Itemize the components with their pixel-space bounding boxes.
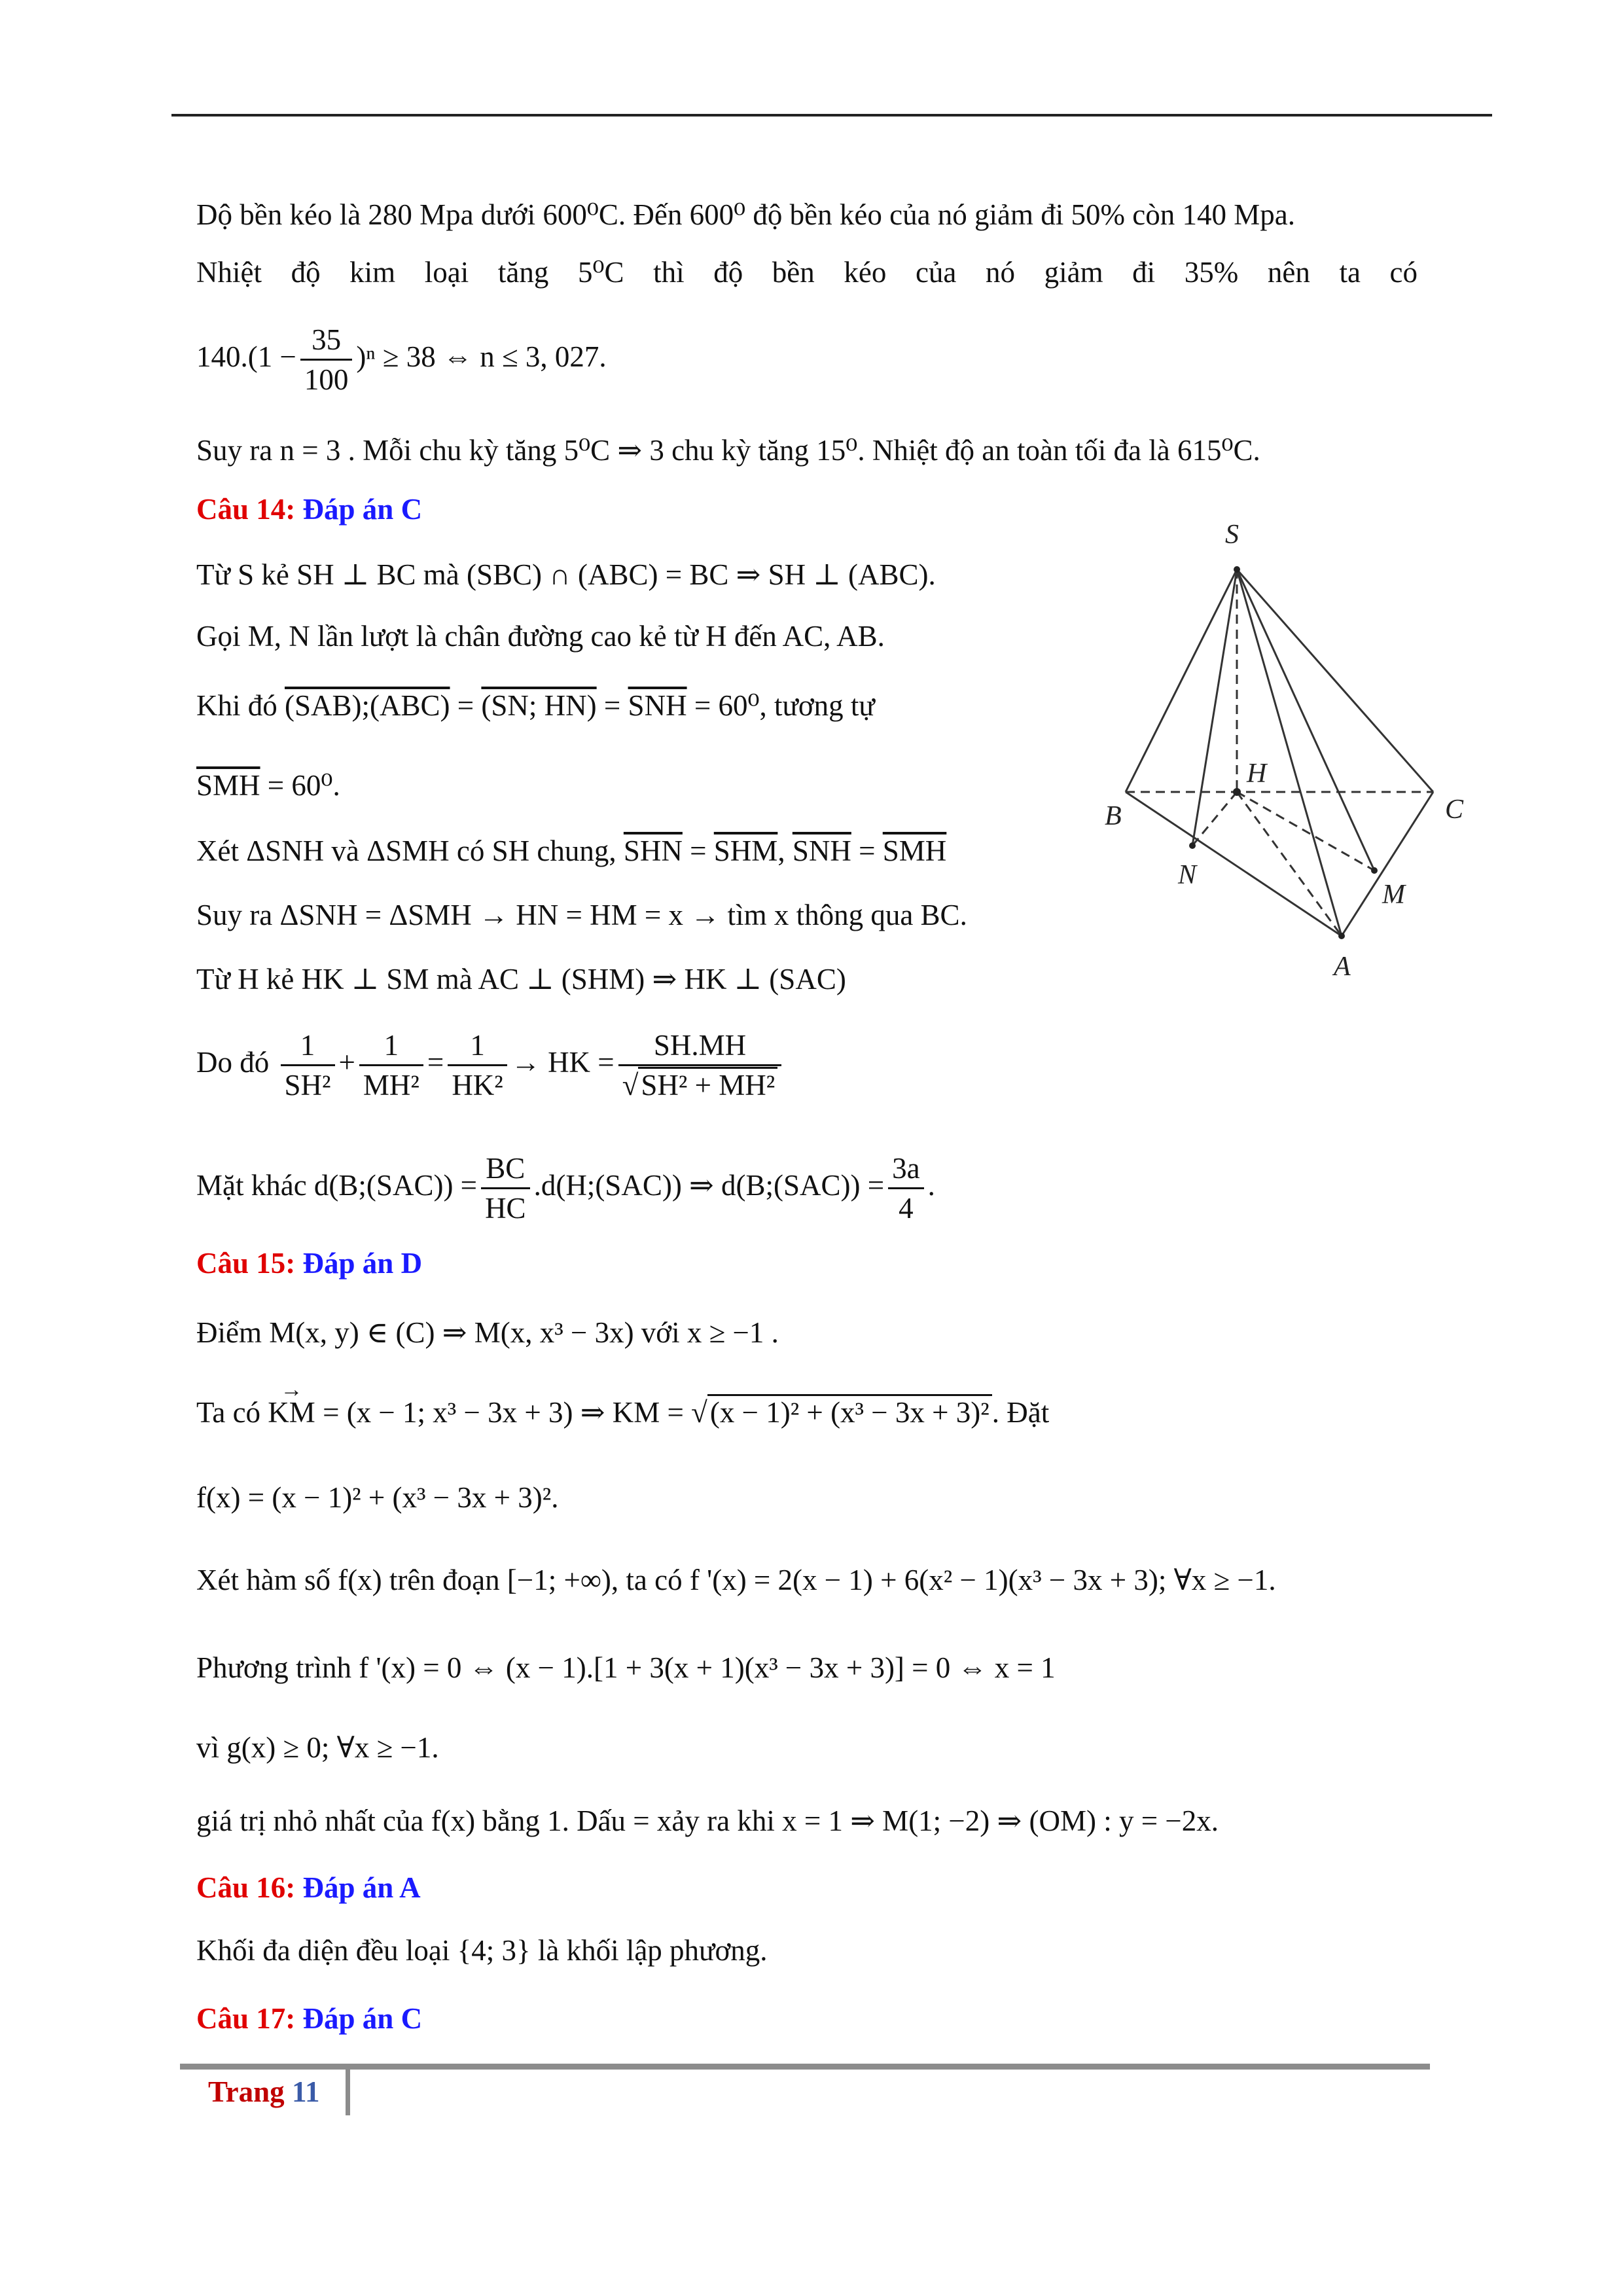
angle-equation bbox=[196, 686, 875, 725]
fraction-numerator: 35 bbox=[300, 321, 353, 361]
fraction-denominator: HK² bbox=[452, 1069, 503, 1102]
text-line: Khối đa diện đều loại {4; 3} là khối lập phương. bbox=[196, 1934, 768, 1967]
angle-notation: (SN; HN) bbox=[481, 689, 597, 722]
edge-ca bbox=[1342, 792, 1433, 936]
text-line: Từ S kẻ SH ⊥ BC mà (SBC) ∩ (ABC) = BC ⇒ SH ⊥ (ABC). bbox=[196, 558, 936, 591]
formula-line bbox=[196, 1393, 1049, 1432]
fraction-numerator: SH.MH bbox=[618, 1026, 782, 1066]
fraction-numerator: 3a bbox=[888, 1149, 923, 1189]
question-number: Câu 16: bbox=[196, 1871, 296, 1904]
pyramid-diagram bbox=[1086, 517, 1479, 1001]
footer-divider bbox=[346, 2067, 350, 2115]
label-s: S bbox=[1225, 520, 1239, 550]
math-suffix: )ⁿ ≥ 38 ⇔ n ≤ 3, 027. bbox=[356, 340, 607, 373]
text-line: Suy ra n = 3 . Mỗi chu kỳ tăng 5⁰C ⇒ 3 chu kỳ tăng 15⁰. Nhiệt độ an toàn tối đa là 615⁰C. bbox=[196, 434, 1260, 467]
angle-notation: $\overline{SHM}$ bbox=[713, 834, 778, 867]
fraction bbox=[281, 1026, 335, 1104]
angle-equation bbox=[196, 766, 340, 805]
text-line: Nhiệt độ kim loại tăng 5⁰C thì độ bền kéo của nó giảm đi 35% nên ta có bbox=[196, 256, 1418, 289]
text-line: Điểm M(x, y) ∈ (C) ⇒ M(x, x³ − 3x) với x ≥ −1 . bbox=[196, 1316, 779, 1349]
math-inequality bbox=[196, 321, 607, 399]
vector-notation: → KM bbox=[268, 1393, 315, 1432]
math-prefix: 140.(1 − bbox=[196, 340, 296, 373]
edge-sn bbox=[1192, 569, 1237, 846]
page-number bbox=[208, 2075, 319, 2109]
sqrt-radicand: SH² + MH² bbox=[638, 1067, 777, 1102]
fraction bbox=[481, 1149, 530, 1227]
question-number: Câu 17: bbox=[196, 2002, 296, 2035]
text-fragment: = 60⁰, tương tự bbox=[687, 689, 875, 722]
fraction-numerator: 1 bbox=[281, 1026, 335, 1066]
angle-notation: $\overline{SNH}$ bbox=[628, 689, 687, 722]
footer-rule bbox=[180, 2064, 1430, 2070]
text-line: Phương trình f '(x) = 0 ⇔ (x − 1).[1 + 3(x + 1)(x³ − 3x + 3)] = 0 ⇔ x = 1 bbox=[196, 1651, 1056, 1684]
angle-notation: $\overline{SMH}$ bbox=[196, 769, 260, 802]
point-m bbox=[1371, 867, 1378, 874]
separator: , bbox=[777, 834, 793, 867]
formula-line bbox=[196, 1149, 935, 1227]
page-value: 11 bbox=[291, 2075, 320, 2108]
label-n: N bbox=[1178, 860, 1197, 890]
fraction-numerator: 1 bbox=[448, 1026, 507, 1066]
text-fragment: Mặt khác d(B;(SAC)) = bbox=[196, 1168, 478, 1202]
text-fragment: Khi đó bbox=[196, 689, 285, 722]
text-line bbox=[196, 831, 946, 870]
fraction bbox=[300, 321, 353, 399]
text-line: Từ H kẻ HK ⊥ SM mà AC ⊥ (SHM) ⇒ HK ⊥ (SAC) bbox=[196, 963, 846, 996]
label-a: A bbox=[1334, 952, 1351, 982]
question-heading bbox=[196, 1999, 422, 2038]
answer-label: Đáp án A bbox=[302, 1871, 421, 1904]
text-fragment: = 60⁰. bbox=[260, 769, 340, 802]
edge-sa bbox=[1237, 569, 1342, 936]
text-fragment: . bbox=[927, 1168, 935, 1202]
point-n bbox=[1189, 842, 1196, 849]
text-line: vì g(x) ≥ 0; ∀x ≥ −1. bbox=[196, 1731, 439, 1764]
text-fragment: = (x − 1; x³ − 3x + 3) ⇒ KM = √ bbox=[315, 1396, 707, 1429]
angle-notation: $\overline{SMH}$ bbox=[882, 834, 947, 867]
fraction-numerator: BC bbox=[481, 1149, 530, 1189]
angle-notation: $\overline{SNH}$ bbox=[792, 834, 851, 867]
vertex-a bbox=[1338, 933, 1345, 939]
answer-label: Đáp án C bbox=[302, 493, 423, 526]
fraction-denominator: √SH² + MH² bbox=[618, 1066, 782, 1104]
label-c: C bbox=[1445, 795, 1464, 825]
edge-sb bbox=[1126, 569, 1237, 792]
text-line: giá trị nhỏ nhất của f(x) bằng 1. Dấu = xảy ra khi x = 1 ⇒ M(1; −2) ⇒ (OM) : y = −2x. bbox=[196, 1804, 1219, 1837]
text-fragment: .d(H;(SAC)) ⇒ d(B;(SAC)) = bbox=[533, 1168, 885, 1202]
formula-line bbox=[196, 1026, 785, 1104]
text-fragment: . Đặt bbox=[991, 1396, 1050, 1429]
answer-label: Đáp án C bbox=[302, 2002, 423, 2035]
label-m: M bbox=[1382, 880, 1405, 910]
vertex-s bbox=[1234, 566, 1240, 573]
operator: = bbox=[427, 1045, 444, 1079]
label-b: B bbox=[1105, 801, 1122, 831]
text-line: Xét hàm số f(x) trên đoạn [−1; +∞), ta có f '(x) = 2(x − 1) + 6(x² − 1)(x³ − 3x + 3); ∀x ≥ −1. bbox=[196, 1564, 1276, 1596]
angle-notation: $\overline{SHN}$ bbox=[623, 834, 683, 867]
edge-sm bbox=[1237, 569, 1374, 870]
answer-label: Đáp án D bbox=[302, 1247, 423, 1280]
question-number: Câu 14: bbox=[196, 493, 296, 526]
fraction bbox=[618, 1026, 782, 1104]
fraction bbox=[359, 1026, 423, 1104]
edge-ba bbox=[1126, 792, 1342, 936]
text-line: Dộ bền kéo là 280 Mpa dưới 600⁰C. Đến 600⁰ độ bền kéo của nó giảm đi 50% còn 140 Mpa. bbox=[196, 198, 1295, 231]
equals: = bbox=[450, 689, 482, 722]
text-fragment: Do đó bbox=[196, 1045, 270, 1079]
equals: = bbox=[682, 834, 714, 867]
text-line: Suy ra ΔSNH = ΔSMH → HN = HM = x → tìm x thông qua BC. bbox=[196, 899, 967, 931]
segment-hm-hidden bbox=[1237, 792, 1374, 870]
equals: = bbox=[851, 834, 883, 867]
question-heading bbox=[196, 1868, 421, 1907]
question-heading bbox=[196, 1244, 422, 1283]
fraction bbox=[888, 1149, 923, 1227]
page-label: Trang bbox=[208, 2075, 285, 2108]
text-line: Gọi M, N lần lượt là chân đường cao kẻ từ H đến AC, AB. bbox=[196, 620, 885, 653]
operator: + bbox=[338, 1045, 355, 1079]
fraction-denominator: 4 bbox=[899, 1192, 914, 1225]
fraction bbox=[448, 1026, 507, 1104]
label-h: H bbox=[1247, 759, 1267, 789]
fraction-denominator: 100 bbox=[304, 363, 349, 396]
text-line: f(x) = (x − 1)² + (x³ − 3x + 3)². bbox=[196, 1481, 559, 1514]
text-fragment: Ta có bbox=[196, 1396, 268, 1429]
operator: → HK = bbox=[510, 1045, 615, 1079]
pyramid-figure bbox=[1086, 517, 1479, 1001]
fraction-numerator: 1 bbox=[359, 1026, 423, 1066]
angle-notation: (SAB);(ABC) bbox=[285, 689, 450, 722]
text-fragment: Xét ΔSNH và ΔSMH có SH chung, bbox=[196, 834, 624, 867]
header-rule bbox=[171, 114, 1492, 117]
fraction-denominator: SH² bbox=[284, 1069, 331, 1102]
point-h bbox=[1233, 788, 1241, 796]
segment-ha-hidden bbox=[1237, 792, 1342, 936]
fraction-denominator: HC bbox=[485, 1192, 526, 1225]
equals: = bbox=[596, 689, 628, 722]
question-number: Câu 15: bbox=[196, 1247, 296, 1280]
fraction-denominator: MH² bbox=[363, 1069, 419, 1102]
sqrt-radicand: (x − 1)² + (x³ − 3x + 3)² bbox=[707, 1394, 992, 1429]
question-heading bbox=[196, 490, 422, 529]
